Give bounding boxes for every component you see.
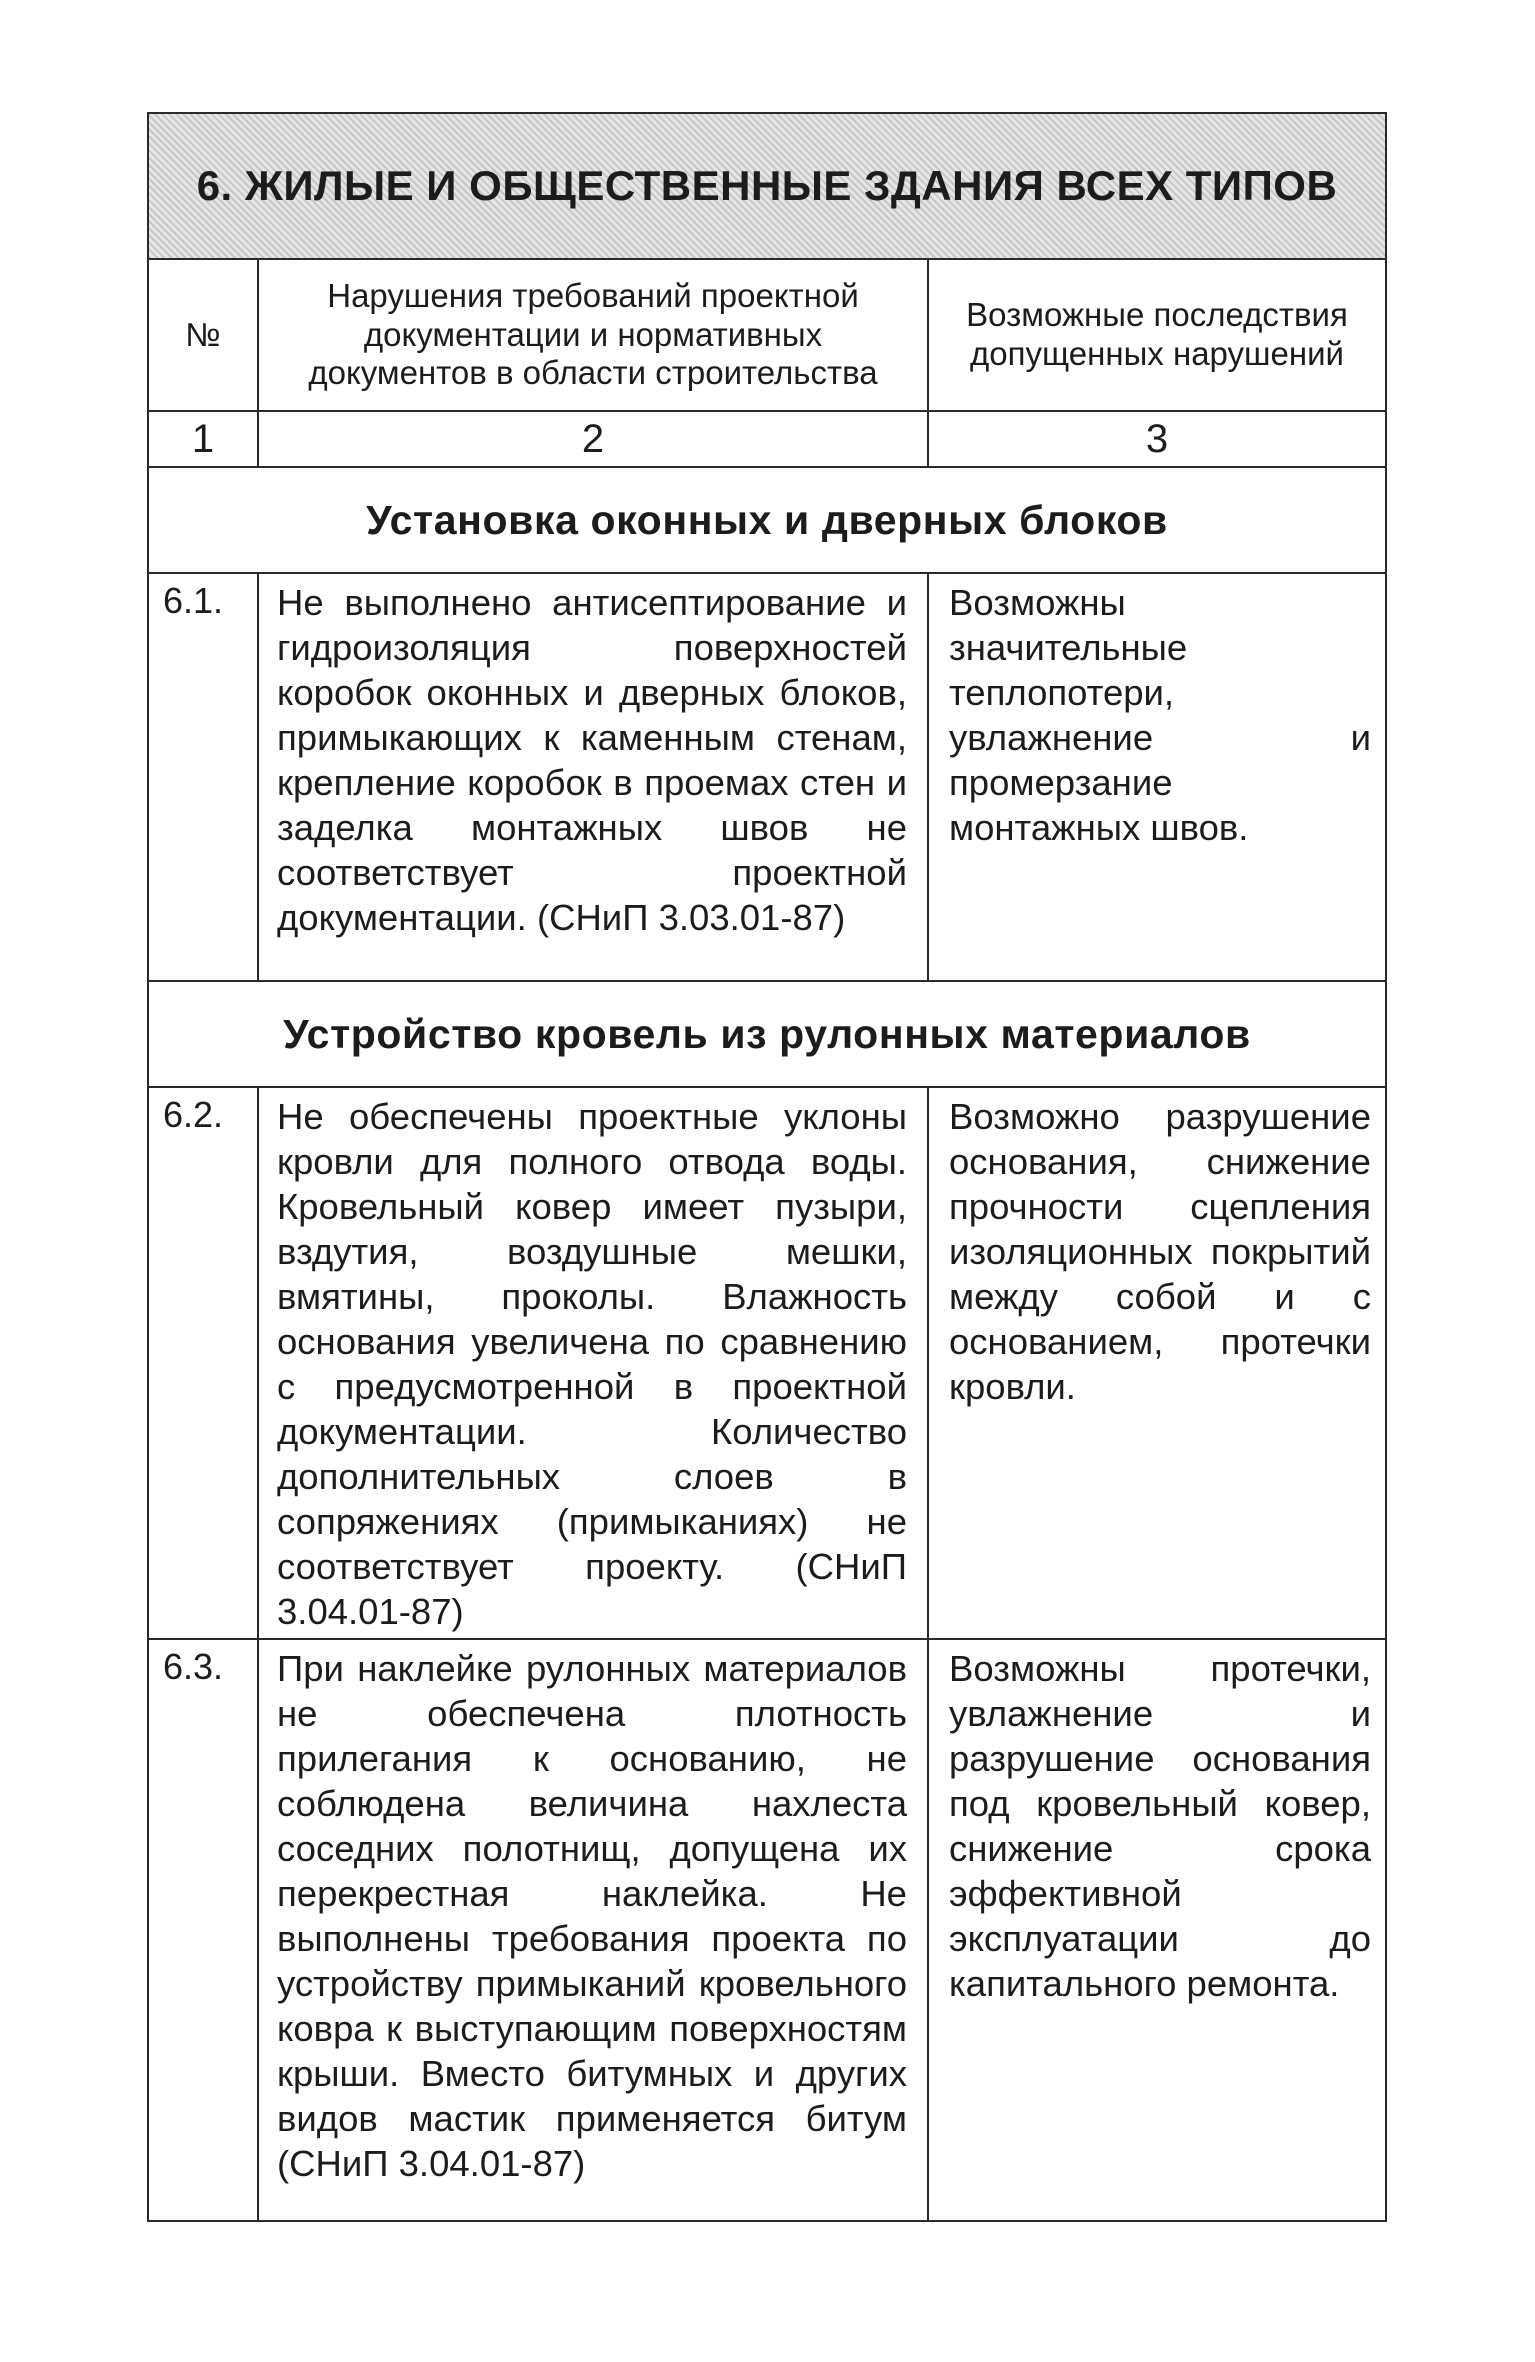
table-row xyxy=(148,1639,1386,2221)
document-page xyxy=(147,112,1387,2222)
subsection-title-windows-doors: Установка оконных и дверных блоков xyxy=(148,467,1386,573)
table-row xyxy=(148,573,1386,981)
table-row xyxy=(148,1087,1386,1639)
violation-text: Не обеспечены проектные уклоны кровли для полного отвода воды. Кровельный ковер имеет пузыри, вздутия, воздушные мешки, вмятины, проколы. Влажность основания увеличена по сравнению с предусмотренной в проектной документации. Количество дополнительных слоев в сопряжениях (примыканиях) не соответствует проекту. (СНиП 3.04.01-87) xyxy=(258,1087,928,1639)
row-number: 6.2. xyxy=(148,1087,258,1639)
header-consequences: Возможные последствия допущенных нарушений xyxy=(928,259,1386,411)
row-number: 6.3. xyxy=(148,1639,258,2221)
subsection-row xyxy=(148,467,1386,573)
violation-text: При наклейке рулонных материалов не обеспечена плотность прилегания к основанию, не соблюдена величина нахлеста соседних полотнищ, допущена их перекрестная наклейка. Не выполнены требования проекта по устройству примыканий кровельного ковра к выступающим поверхностям крыши. Вместо битумных и других видов мастик применяется битум (СНиП 3.04.01-87) xyxy=(258,1639,928,2221)
subsection-title-roofing: Устройство кровель из рулонных материалов xyxy=(148,981,1386,1087)
consequence-text: Возможно разрушение основания, снижение прочности сцепления изоляционных покрытий между собой и с основанием, протечки кровли. xyxy=(928,1087,1386,1639)
column-number-3: 3 xyxy=(928,411,1386,467)
consequence-text: Возможны значительные теплопотери, увлажнение и промерзание монтажных швов. xyxy=(928,573,1386,981)
consequence-text: Возможны протечки, увлажнение и разрушение основания под кровельный ковер, снижение срока эффективной эксплуатации до капитального ремонта. xyxy=(928,1639,1386,2221)
violation-text: Не выполнено антисептирование и гидроизоляция поверхностей коробок оконных и дверных блоков, примыкающих к каменным стенам, крепление коробок в проемах стен и заделка монтажных швов не соответствует проектной документации. (СНиП 3.03.01-87) xyxy=(258,573,928,981)
subsection-row xyxy=(148,981,1386,1087)
header-number: № xyxy=(148,259,258,411)
column-number-1: 1 xyxy=(148,411,258,467)
header-row xyxy=(148,259,1386,411)
section-title: 6. ЖИЛЫЕ И ОБЩЕСТВЕННЫЕ ЗДАНИЯ ВСЕХ ТИПОВ xyxy=(148,113,1386,259)
row-number: 6.1. xyxy=(148,573,258,981)
section-title-row xyxy=(148,113,1386,259)
header-violations: Нарушения требований проектной документации и нормативных документов в области строительства xyxy=(258,259,928,411)
column-number-2: 2 xyxy=(258,411,928,467)
column-number-row xyxy=(148,411,1386,467)
defects-table xyxy=(147,112,1387,2222)
